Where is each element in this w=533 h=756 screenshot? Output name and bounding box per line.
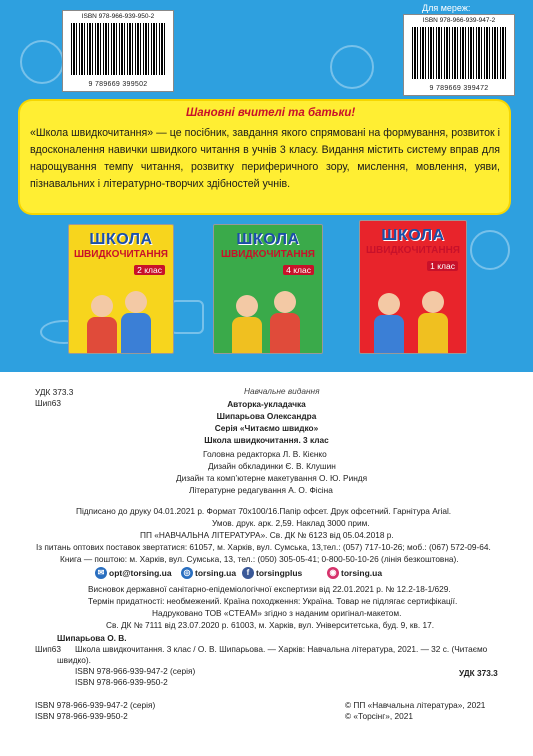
instagram-link[interactable] xyxy=(327,567,382,579)
barcode-bars xyxy=(71,23,167,75)
printer-cert: Св. ДК № 7111 від 23.07.2020 р. 61003, м. Харків, вул. Університетська, буд. 9, кв. 17. xyxy=(106,620,435,630)
child-head-icon xyxy=(274,291,296,313)
validity-note: Термін придатності: необмежений. Країна походження: Україна. Товар не підлягає сертифікації. xyxy=(88,596,458,606)
cover-designer: Дизайн обкладинки Є. В. Клушин xyxy=(208,461,336,471)
child-body-icon xyxy=(87,317,117,353)
publisher: ПП «НАВЧАЛЬНА ЛІТЕРАТУРА». Св. ДК № 6123 від 05.04.2018 р. xyxy=(140,530,394,540)
book-grade: 2 клас xyxy=(134,265,165,275)
book-subtitle: ШВИДКОЧИТАННЯ xyxy=(365,245,460,256)
site-link[interactable] xyxy=(181,567,236,579)
bib-description: Школа швидкочитання. 3 клас / О. В. Шипарьова. — Харків: Навчальна література, 2021. — 32 с. (Читаємо xyxy=(75,644,488,654)
print-date: Підписано до друку 04.01.2021 р. Формат 70x100/16.Папір офсет. Друк офсетний. Гарнітура Arial. xyxy=(76,506,452,516)
notice-box xyxy=(20,101,509,213)
doodle-square xyxy=(170,300,204,334)
facebook-text: torsingplus xyxy=(256,567,303,578)
barcode-number: 9 789669 399502 xyxy=(88,81,148,88)
book-subtitle: ШВИДКОЧИТАННЯ xyxy=(73,249,168,260)
doodle-circle xyxy=(470,230,510,270)
instagram-text: torsing.ua xyxy=(341,567,383,578)
network-label: Для мереж: xyxy=(422,3,471,13)
mail-order: Книга — поштою: м. Харків, вул. Сумська, 13, тел.: (050) 305-05-41; 0-800-50-10-26 (лінія безкоштовна). xyxy=(60,554,459,564)
site-text: torsing.ua xyxy=(195,567,237,578)
series-name: Серія «Читаємо швидко» xyxy=(214,423,319,433)
email-text: opt@torsing.ua xyxy=(109,567,172,578)
book-subtitle: ШВИДКОЧИТАННЯ xyxy=(220,249,315,260)
footer-isbn-series: ISBN 978-966-939-947-2 (серія) xyxy=(35,700,156,710)
child-head-icon xyxy=(378,293,400,315)
barcode-isbn: ISBN 978-966-939-947-2 xyxy=(422,17,496,24)
child-body-icon xyxy=(374,315,404,353)
layout-designer: Дизайн та комп’ютерне макетування О. Ю. Риндя xyxy=(176,473,368,483)
child-body-icon xyxy=(418,313,448,353)
expertise-note: Висновок державної санітарно-епідеміологічної експертизи від 22.01.2021 р. № 12.2-18-1/629. xyxy=(88,584,451,594)
barcode-bars xyxy=(412,27,508,79)
notice-body: «Школа швидкочитання» — це посібник, завдання якого спрямовані на формування, розвиток і вдосконалення навички швидкого читання в учнів 3 класу. Видання містить систему вправ для нарощування темпу читання, розвитку периферичного зору, мислення, мовлення, уяви, пізнавальних і літературно-творчих здібностей учнів. xyxy=(30,127,500,190)
child-head-icon xyxy=(91,295,113,317)
instagram-icon: ◉ xyxy=(327,567,339,579)
chief-editor: Головна редакторка Л. В. Кієнко xyxy=(203,449,327,459)
barcode-number: 9 789669 399472 xyxy=(429,85,489,92)
barcode-isbn: ISBN 978-966-939-950-2 xyxy=(81,13,155,20)
author-sign: Шип63 xyxy=(35,398,61,408)
cover-back-top xyxy=(0,0,533,372)
child-body-icon xyxy=(121,313,151,353)
book-title: ШКОЛА xyxy=(236,231,300,248)
book-cover-grade4 xyxy=(213,224,323,354)
barcode-network xyxy=(403,14,515,96)
bib-author: Шипарьова О. В. xyxy=(57,633,127,643)
book-title: ШКОЛА xyxy=(89,231,153,248)
child-body-icon xyxy=(232,317,262,353)
book-grade: 1 клас xyxy=(427,261,458,271)
doodle-ball xyxy=(330,45,374,89)
edition-type: Навчальне видання xyxy=(244,386,320,396)
bib-isbn-series: ISBN 978-966-939-947-2 (серія) xyxy=(75,666,196,676)
book-title: Школа швидкочитання. 3 клас xyxy=(204,435,329,445)
doodle-circle xyxy=(20,40,64,84)
wholesale-contacts: Із питань оптових поставок звертатися: 61057, м. Харків, вул. Сумська, 13,тел.: (057) 717-10-26; моб.: (067) 572-09-64. xyxy=(36,542,491,552)
notice-heading: Шановні вчителі та батьки! xyxy=(186,107,356,119)
author-name: Шипарьова Олександра xyxy=(216,411,317,421)
author-role: Авторка-укладачка xyxy=(227,399,306,409)
child-head-icon xyxy=(422,291,444,313)
book-title: ШКОЛА xyxy=(381,227,445,244)
bib-description-cont: швидко). xyxy=(57,655,91,665)
globe-icon: ◎ xyxy=(181,567,193,579)
child-body-icon xyxy=(270,313,300,353)
email-link[interactable] xyxy=(95,567,172,579)
udk-right: УДК 373.3 xyxy=(459,668,498,678)
printed-by: Надруковано ТОВ «СТЕАМ» згідно з наданим оригінал-макетом. xyxy=(152,608,402,618)
book-grade: 4 клас xyxy=(283,265,314,275)
imprint-section xyxy=(0,372,533,756)
bib-code: Шип63 xyxy=(35,644,61,654)
book-cover-grade1 xyxy=(359,220,467,354)
copyright-1: © ПП «Навчальна література», 2021 xyxy=(345,700,486,710)
footer-isbn: ISBN 978-966-939-950-2 xyxy=(35,711,128,721)
print-sheets: Умов. друк. арк. 2,59. Наклад 3000 прим. xyxy=(212,518,370,528)
mail-icon: ✉ xyxy=(95,567,107,579)
facebook-link[interactable] xyxy=(242,567,302,579)
facebook-icon: f xyxy=(242,567,254,579)
bib-isbn: ISBN 978-966-939-950-2 xyxy=(75,677,168,687)
child-head-icon xyxy=(236,295,258,317)
literary-editor: Літературне редагування А. О. Фісіна xyxy=(189,485,333,495)
book-cover-grade2 xyxy=(68,224,174,354)
udk-code: УДК 373.3 xyxy=(35,387,74,397)
copyright-2: © «Торсінг», 2021 xyxy=(345,711,413,721)
child-head-icon xyxy=(125,291,147,313)
barcode-main xyxy=(62,10,174,92)
